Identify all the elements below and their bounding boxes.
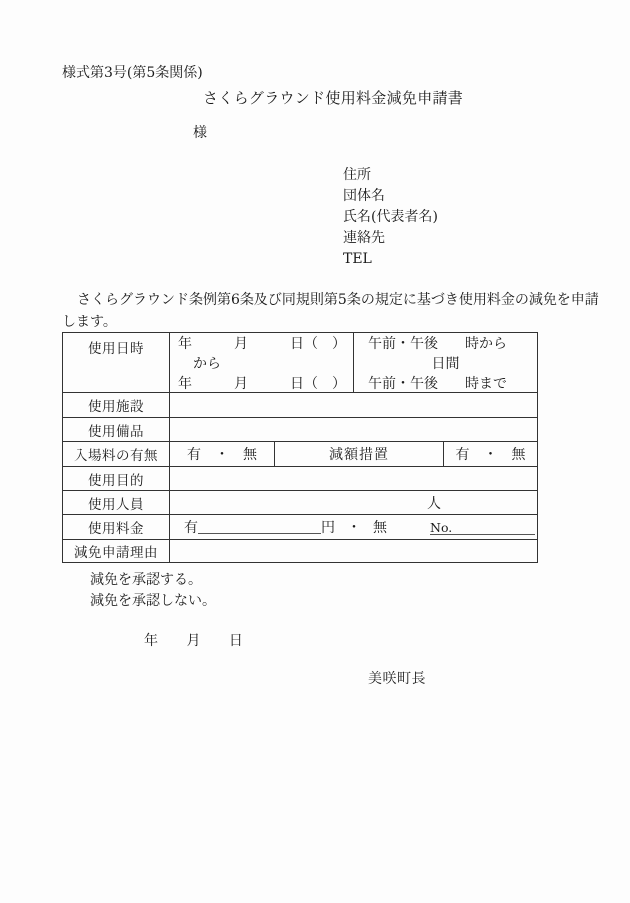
purpose-value-cell [170, 467, 538, 490]
date-day-label: 日 [228, 633, 243, 649]
month-label: 月 [234, 376, 248, 392]
fee-label: 使用料金 [63, 515, 170, 539]
fee-yes-label: 有 [184, 520, 198, 536]
days-line [354, 353, 537, 373]
days-label: 日間 [431, 356, 460, 372]
row-equipment [63, 418, 538, 442]
usage-date-cell [170, 333, 354, 392]
intro-line-1: さくらグラウンド条例第6条及び同規則第5条の規定に基づき使用料金の減免を申請 [77, 292, 599, 308]
usage-datetime-label: 使用日時 [63, 333, 170, 392]
people-label: 使用人員 [63, 491, 170, 514]
year-label: 年 [178, 376, 192, 392]
facility-value-cell [170, 393, 538, 417]
day-label: 日（ ） [290, 336, 346, 352]
fee-value-cell [170, 515, 538, 539]
year-label: 年 [178, 336, 192, 352]
facility-label: 使用施設 [63, 393, 170, 417]
date-to-line [170, 373, 353, 392]
equipment-value-cell [170, 418, 538, 441]
applicant-name-label: 氏名(代表者名) [343, 209, 438, 225]
ampm-label: 午前・午後 [368, 336, 438, 352]
row-reason [63, 540, 538, 563]
time-to-line [354, 373, 537, 392]
row-purpose [63, 467, 538, 491]
reason-label: 減免申請理由 [63, 540, 170, 562]
fee-amount-blank [198, 521, 321, 534]
date-month-label: 月 [186, 633, 201, 649]
application-table [62, 332, 538, 563]
applicant-group-label: 団体名 [343, 188, 385, 204]
row-fee [63, 515, 538, 540]
fee-dot: ・ [347, 520, 361, 536]
decision-deny-text: 減免を承認しない。 [90, 593, 216, 609]
fee-no-label: 無 [373, 520, 387, 536]
time-from-line [354, 333, 537, 353]
form-number: 様式第3号(第5条関係) [62, 65, 203, 81]
reduction-label-cell: 減額措置 [275, 442, 444, 466]
applicant-contact-label: 連絡先 [343, 230, 385, 246]
row-usage-datetime [63, 333, 538, 393]
equipment-label: 使用備品 [63, 418, 170, 441]
applicant-tel-label: TEL [343, 251, 372, 267]
decision-date-line [144, 630, 243, 650]
mayor-signature-label: 美咲町長 [368, 671, 426, 687]
date-kara-line [170, 353, 353, 373]
admission-label: 入場料の有無 [63, 442, 170, 466]
row-people [63, 491, 538, 515]
date-year-label: 年 [144, 633, 158, 649]
purpose-label: 使用目的 [63, 467, 170, 490]
month-label: 月 [234, 336, 248, 352]
ampm-label: 午前・午後 [368, 376, 438, 392]
people-unit-label: 人 [427, 495, 441, 512]
applicant-block [343, 165, 438, 270]
reduction-yes-no-cell: 有 ・ 無 [444, 442, 538, 466]
time-to-label: 時まで [465, 376, 507, 392]
fee-yen-label: 円 [321, 520, 335, 536]
time-from-label: 時から [465, 336, 507, 352]
addressee-suffix: 様 [193, 125, 207, 141]
row-admission [63, 442, 538, 467]
row-facility [63, 393, 538, 418]
decision-approve-text: 減免を承認する。 [90, 572, 202, 588]
usage-time-cell [354, 333, 538, 392]
people-value-cell [170, 491, 538, 514]
admission-yes-no-cell: 有 ・ 無 [170, 442, 275, 466]
day-label: 日（ ） [290, 376, 346, 392]
applicant-address-label: 住所 [343, 167, 371, 183]
reason-value-cell [170, 540, 538, 562]
intro-line-2: します。 [62, 314, 117, 330]
intro-paragraph [62, 289, 599, 333]
fee-number-blank: No. [430, 520, 535, 535]
date-from-line [170, 333, 353, 353]
from-label: から [193, 356, 221, 372]
page-title: さくらグラウンド使用料金減免申請書 [203, 89, 464, 107]
